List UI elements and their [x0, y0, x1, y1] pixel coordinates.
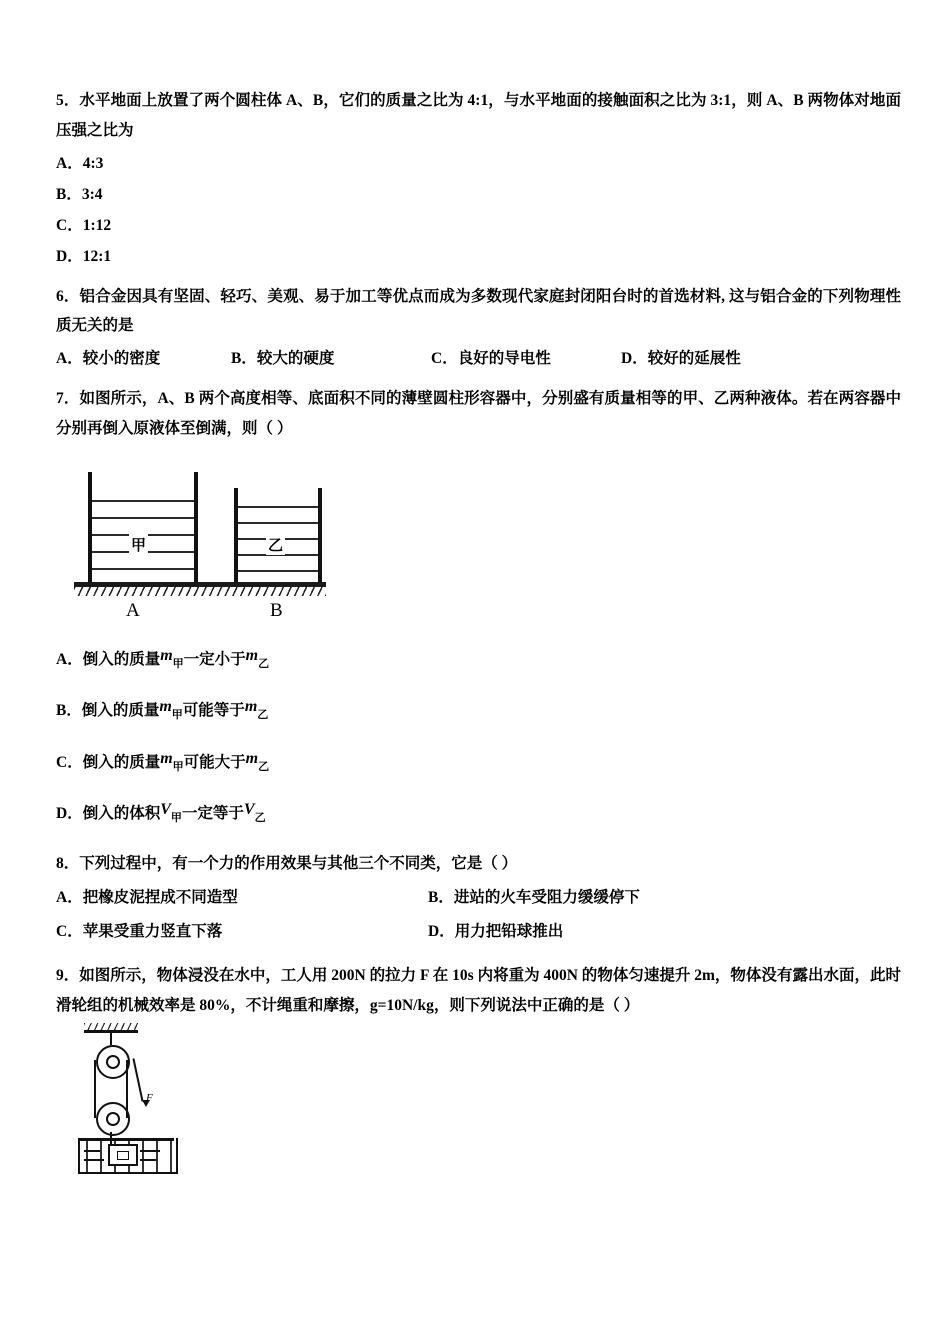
question-5 [56, 86, 901, 272]
option-prefix: A．倒入的质量 [56, 650, 161, 668]
option-item[interactable]: D．用力把铅球推出 [428, 922, 564, 940]
option-item[interactable]: C．苹果受重力竖直下落 [56, 922, 223, 940]
option-item[interactable]: C．良好的导电性 [431, 350, 551, 367]
option-item[interactable] [56, 639, 901, 681]
symbol-m-yi: $m_乙$ [244, 698, 269, 722]
question-5-options [56, 148, 901, 272]
movable-pulley-icon [96, 1102, 130, 1136]
option-prefix: C．倒入的质量 [56, 753, 161, 771]
symbol-m-jia: $m_甲$ [160, 646, 184, 670]
question-8-stem: 8．下列过程中，有一个力的作用效果与其他三个不同类，它是（ ） [56, 854, 518, 872]
water-surface-line [78, 1138, 174, 1141]
symbol-v-jia: $V_甲$ [160, 801, 182, 825]
option-mid: 可能大于 [183, 753, 246, 771]
option-mid: 一定小于 [183, 650, 246, 668]
symbol-m-yi: $m_乙$ [245, 749, 270, 773]
liquid-b-label: 乙 [266, 534, 285, 555]
option-item[interactable] [56, 690, 901, 732]
option-mid: 一定等于 [181, 805, 244, 823]
question-9-stem: 9．如图所示，物体浸没在水中，工人用 200N 的拉力 F 在 10s 内将重为 400N 的物体匀速提升 2m，物体没有露出水面，此时滑轮组的机械效率是 80%，不计绳重和摩擦，g=10N/kg，则下列说法中正确的是（ ） [56, 966, 901, 1014]
option-item[interactable] [56, 793, 901, 835]
option-item[interactable] [56, 742, 901, 784]
question-8-options-row-1 [56, 881, 901, 915]
water-hatch-line [140, 1159, 156, 1161]
option-item[interactable]: D．12:1 [56, 247, 112, 265]
symbol-m-yi: $m_乙$ [245, 646, 270, 670]
option-prefix: D．倒入的体积 [56, 805, 161, 823]
option-mid: 可能等于 [182, 702, 245, 720]
ceiling-hatching [84, 1023, 138, 1030]
option-item[interactable]: A．把橡皮泥捏成不同造型 [56, 888, 238, 906]
fixed-pulley-icon [96, 1045, 130, 1079]
water-hatch-line [140, 1150, 160, 1152]
question-6-stem: 6．铝合金因具有坚固、轻巧、美观、易于加工等优点而成为多数现代家庭封闭阳台时的首选材料, 这与铝合金的下列物理性质无关的是 [56, 287, 901, 335]
submerged-object [108, 1144, 138, 1166]
option-item[interactable]: D．较好的延展性 [621, 350, 741, 367]
option-item[interactable]: A．4:3 [56, 154, 104, 172]
figure-pulley-system-in-water [74, 1028, 204, 1168]
question-7-stem: 7．如图所示，A、B 两个高度相等、底面积不同的薄壁圆柱形容器中，分别盛有质量相等的甲、乙两种液体。若在两容器中分别再倒入原液体至倒满，则（ ） [56, 390, 901, 437]
question-8 [56, 849, 901, 949]
question-6 [56, 282, 901, 375]
question-5-stem: 5．水平地面上放置了两个圆柱体 A、B，它们的质量之比为 4:1，与水平地面的接触面积之比为 3:1，则 A、B 两物体对地面压强之比为 [56, 92, 901, 139]
question-8-options-row-2 [56, 915, 901, 949]
rope-left [94, 1060, 96, 1118]
ceiling-hook [110, 1033, 112, 1045]
figure-two-cylinder-containers [74, 454, 374, 629]
question-9 [56, 961, 901, 1169]
figure-label-a: A [126, 599, 140, 621]
option-item[interactable]: B．3:4 [56, 185, 103, 203]
figure-label-b: B [270, 599, 283, 621]
symbol-m-jia: $m_甲$ [160, 749, 184, 773]
ground-hatching [74, 587, 326, 596]
question-7 [56, 384, 901, 835]
option-item[interactable]: C．1:12 [56, 216, 112, 234]
question-6-options [56, 343, 901, 374]
symbol-m-jia: $m_甲$ [159, 698, 183, 722]
water-hatch-line [84, 1150, 100, 1152]
liquid-a-label: 甲 [129, 534, 148, 555]
water-hatch-line [84, 1159, 104, 1161]
option-item[interactable]: A．较小的密度 [56, 350, 161, 367]
option-item[interactable]: B．进站的火车受阻力缓缓停下 [428, 888, 640, 906]
option-prefix: B．倒入的质量 [56, 702, 160, 720]
symbol-v-yi: $V_乙$ [243, 801, 266, 825]
option-item[interactable]: B．较大的硬度 [231, 350, 335, 367]
force-label: F [146, 1092, 153, 1105]
page-content [56, 86, 901, 1174]
rope-pull-segment [132, 1059, 143, 1102]
